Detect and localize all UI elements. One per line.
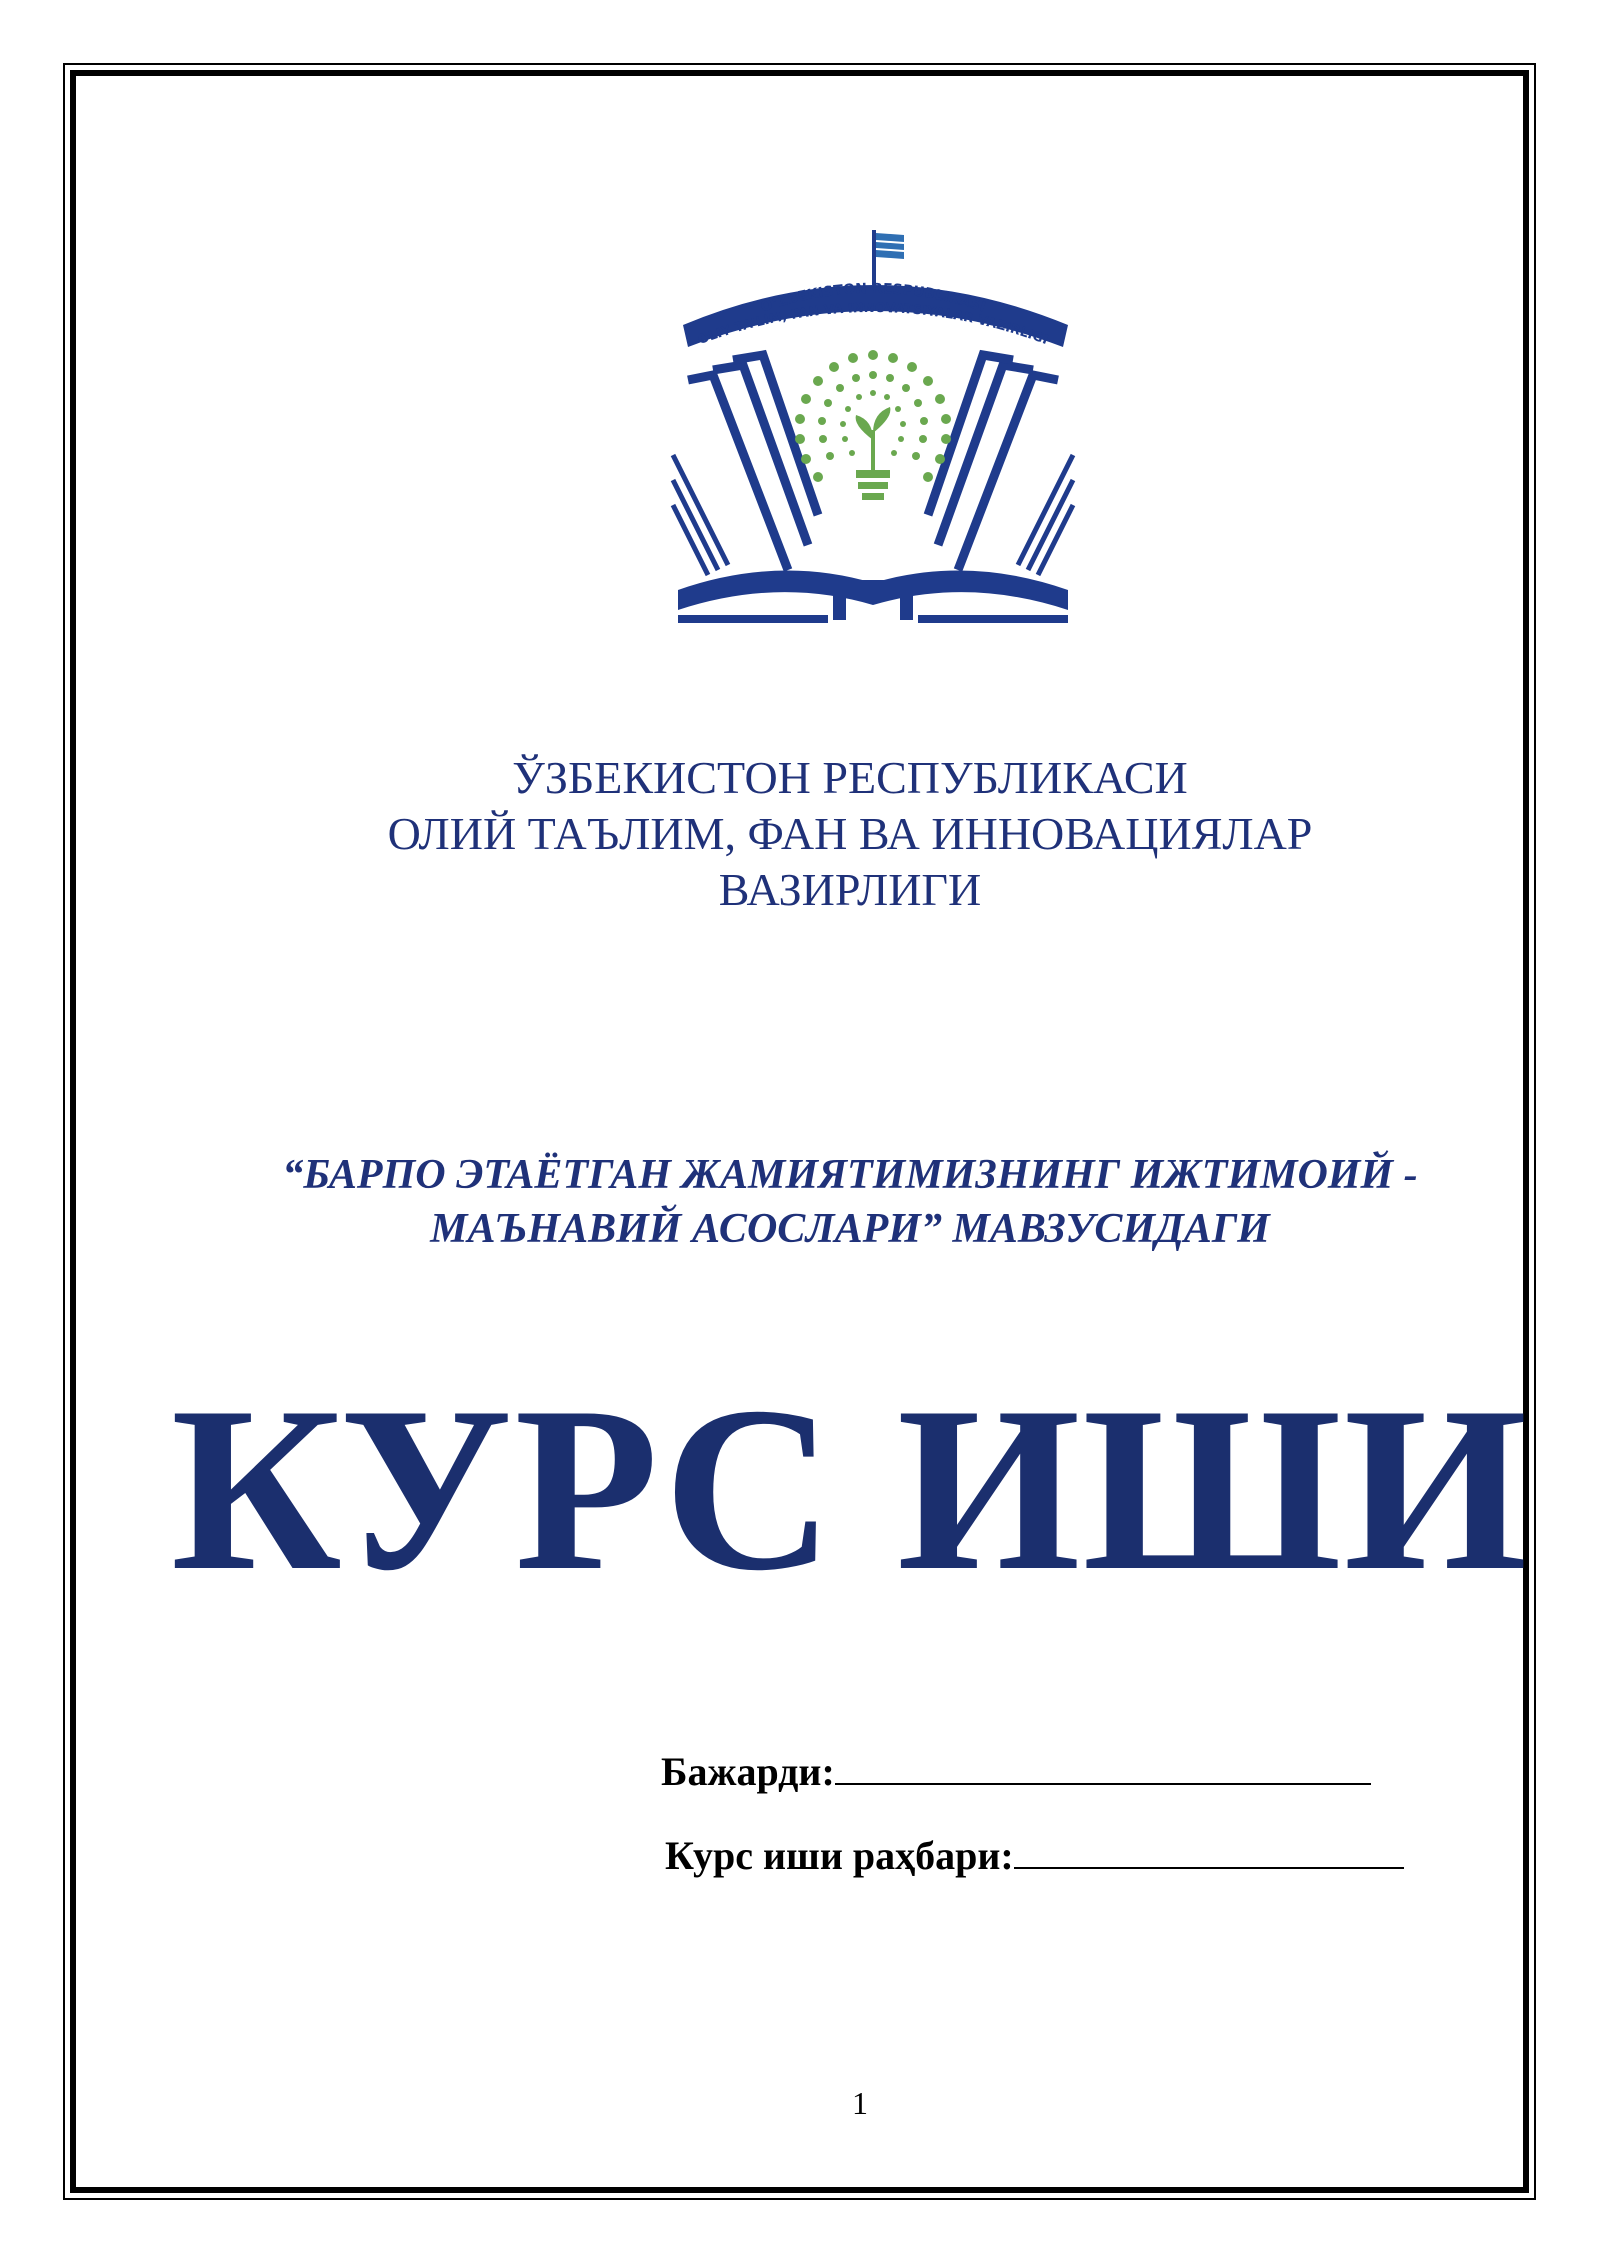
performed-by-label: Бажарди:	[661, 1749, 835, 1794]
logo-text-line1: O‘ZBEKISTON RESPUBLIKASI	[758, 280, 988, 316]
ministry-logo	[668, 225, 1078, 625]
supervisor-label: Курс иши раҳбари:	[665, 1833, 1014, 1878]
supervisor-field	[665, 1832, 1404, 1879]
logo-text-line2: OLIY TA’LIM, FAN VA INNOVATSIYALAR VAZIRLIGI	[696, 300, 1050, 349]
topic-line-2: МАЪНАВИЙ АСОСЛАРИ” МАВЗУСИДАГИ	[430, 1206, 1270, 1252]
performed-by-field	[661, 1748, 1371, 1795]
ministry-line-3: ВАЗИРЛИГИ	[718, 864, 982, 915]
page-number: 1	[852, 2085, 868, 2121]
document-title: КУРС ИШИ	[170, 1359, 1530, 1620]
ministry-line-1: ЎЗБЕКИСТОН РЕСПУБЛИКАСИ	[512, 752, 1188, 803]
topic-heading	[150, 1148, 1550, 1256]
ministry-heading	[150, 750, 1550, 918]
performed-by-blank-line	[835, 1749, 1371, 1785]
ministry-line-2: ОЛИЙ ТАЪЛИМ, ФАН ВА ИННОВАЦИЯЛАР	[387, 808, 1313, 859]
supervisor-blank-line	[1014, 1833, 1404, 1869]
topic-line-1: “БАРПО ЭТАЁТГАН ЖАМИЯТИМИЗНИНГ ИЖТИМОИЙ -	[282, 1152, 1418, 1198]
